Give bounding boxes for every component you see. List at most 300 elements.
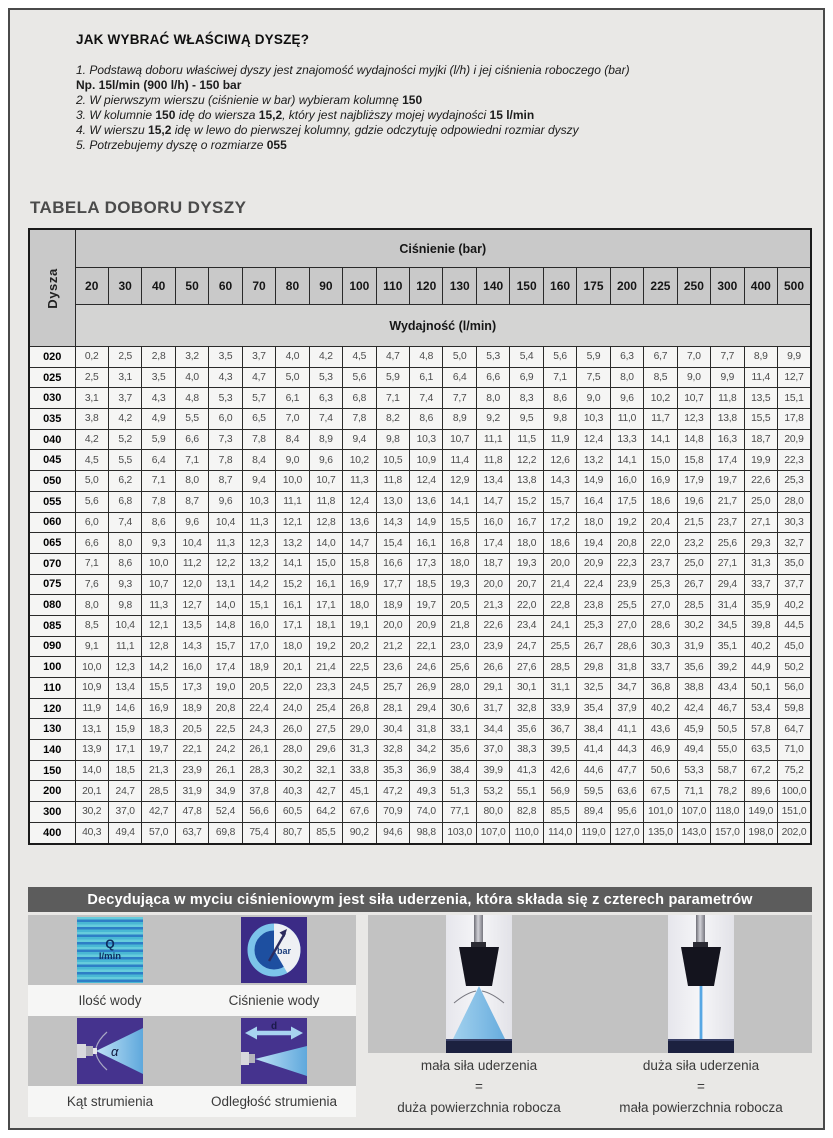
flow-value-cell: 7,7 — [711, 347, 744, 368]
flow-value-cell: 10,9 — [410, 450, 443, 471]
flow-value-cell: 74,0 — [410, 802, 443, 823]
flow-value-cell: 22,1 — [410, 636, 443, 657]
flow-value-cell: 15,5 — [142, 678, 175, 699]
flow-value-cell: 4,9 — [142, 409, 175, 430]
flow-value-cell: 23,9 — [476, 636, 509, 657]
flow-value-cell: 8,9 — [744, 347, 777, 368]
flow-value-cell: 63,5 — [744, 740, 777, 761]
flow-value-cell: 34,4 — [476, 719, 509, 740]
flow-value-cell: 15,2 — [276, 574, 309, 595]
flow-value-cell: 6,3 — [309, 388, 342, 409]
flow-value-cell: 5,3 — [476, 347, 509, 368]
flow-value-cell: 63,7 — [175, 822, 208, 843]
table-row — [29, 698, 811, 719]
flow-value-cell: 25,5 — [543, 636, 576, 657]
flow-value-cell: 13,3 — [610, 429, 643, 450]
pressure-column-header: 200 — [610, 268, 643, 305]
flow-value-cell: 17,0 — [242, 636, 275, 657]
flow-value-cell: 14,1 — [610, 450, 643, 471]
flow-value-cell: 30,4 — [376, 719, 409, 740]
flow-value-cell: 16,6 — [376, 553, 409, 574]
flow-value-cell: 28,0 — [276, 740, 309, 761]
flow-value-cell: 3,2 — [175, 347, 208, 368]
table-row — [29, 781, 811, 802]
nozzle-size-cell: 100 — [29, 657, 75, 678]
flow-value-cell: 35,9 — [744, 595, 777, 616]
flow-value-cell: 5,3 — [209, 388, 242, 409]
flow-value-cell: 45,9 — [677, 719, 710, 740]
flow-value-cell: 49,4 — [108, 822, 141, 843]
flow-value-cell: 32,1 — [309, 760, 342, 781]
flow-value-cell: 7,8 — [343, 409, 376, 430]
flow-value-cell: 8,6 — [108, 553, 141, 574]
flow-value-cell: 16,4 — [577, 491, 610, 512]
nozzle-size-cell: 140 — [29, 740, 75, 761]
flow-value-cell: 19,3 — [443, 574, 476, 595]
flow-value-cell: 18,9 — [376, 595, 409, 616]
flow-value-cell: 10,3 — [242, 491, 275, 512]
flow-value-cell: 9,9 — [778, 347, 811, 368]
param-label-spray-distance: Odległość strumienia — [210, 1094, 338, 1109]
pressure-column-header: 500 — [778, 268, 811, 305]
flow-value-cell: 42,7 — [142, 802, 175, 823]
flow-value-cell: 15,5 — [443, 512, 476, 533]
flow-value-cell: 51,3 — [443, 781, 476, 802]
flow-value-cell: 10,7 — [677, 388, 710, 409]
table-row — [29, 450, 811, 471]
flow-value-cell: 59,5 — [577, 781, 610, 802]
flow-value-cell: 25,6 — [443, 657, 476, 678]
flow-value-cell: 14,9 — [577, 471, 610, 492]
flow-value-cell: 69,8 — [209, 822, 242, 843]
flow-value-cell: 5,6 — [543, 347, 576, 368]
flow-value-cell: 11,8 — [476, 450, 509, 471]
flow-value-cell: 30,2 — [75, 802, 108, 823]
flow-value-cell: 26,8 — [343, 698, 376, 719]
flow-value-cell: 13,8 — [711, 409, 744, 430]
pressure-column-header: 160 — [543, 268, 576, 305]
caption-line: duża powierzchnia robocza — [397, 1100, 561, 1115]
flow-value-cell: 29,6 — [309, 740, 342, 761]
flow-value-cell: 64,7 — [778, 719, 811, 740]
flow-value-cell: 7,4 — [309, 409, 342, 430]
flow-value-cell: 17,7 — [376, 574, 409, 595]
howto-line: 4. W wierszu 15,2 idę w lewo do pierwszej kolumny, gdzie odczytuję odpowiedni rozmiar dyszy — [76, 123, 579, 137]
flow-q-label: Q — [105, 937, 115, 951]
flow-value-cell: 57,8 — [744, 719, 777, 740]
pressure-column-header: 400 — [744, 268, 777, 305]
flow-value-cell: 10,4 — [209, 512, 242, 533]
water-quantity-icon — [77, 917, 143, 983]
table-row — [29, 822, 811, 843]
flow-value-cell: 31,3 — [343, 740, 376, 761]
nozzle-size-cell: 200 — [29, 781, 75, 802]
flow-value-cell: 31,8 — [610, 657, 643, 678]
flow-value-cell: 67,2 — [744, 760, 777, 781]
flow-value-cell: 4,7 — [376, 347, 409, 368]
flow-value-cell: 26,6 — [476, 657, 509, 678]
flow-value-cell: 31,9 — [677, 636, 710, 657]
flow-value-cell: 37,0 — [108, 802, 141, 823]
flow-value-cell: 17,9 — [677, 471, 710, 492]
flow-value-cell: 107,0 — [476, 822, 509, 843]
flow-value-cell: 25,0 — [677, 553, 710, 574]
flow-value-cell: 19,2 — [309, 636, 342, 657]
flow-value-cell: 39,2 — [711, 657, 744, 678]
flow-value-cell: 11,9 — [75, 698, 108, 719]
flow-value-cell: 23,6 — [376, 657, 409, 678]
table-row — [29, 367, 811, 388]
flow-value-cell: 43,6 — [644, 719, 677, 740]
spray-angle-icon — [77, 1018, 143, 1084]
flow-value-cell: 9,0 — [276, 450, 309, 471]
flow-value-cell: 14,2 — [242, 574, 275, 595]
flow-value-cell: 17,3 — [410, 553, 443, 574]
flow-value-cell: 33,1 — [443, 719, 476, 740]
nozzle-size-cell: 090 — [29, 636, 75, 657]
icon-band-2 — [28, 1016, 356, 1086]
flow-value-cell: 89,6 — [744, 781, 777, 802]
flow-value-cell: 10,0 — [142, 553, 175, 574]
flow-value-cell: 17,5 — [610, 491, 643, 512]
param-label-water-quantity: Ilość wody — [78, 993, 142, 1008]
flow-value-cell: 35,6 — [677, 657, 710, 678]
flow-value-cell: 15,0 — [309, 553, 342, 574]
table-row — [29, 657, 811, 678]
flow-value-cell: 21,4 — [543, 574, 576, 595]
flow-value-cell: 11,7 — [644, 409, 677, 430]
flow-value-cell: 18,3 — [142, 719, 175, 740]
flow-value-cell: 24,3 — [242, 719, 275, 740]
flow-value-cell: 46,7 — [711, 698, 744, 719]
wide-spray-photo — [446, 915, 512, 1053]
flow-value-cell: 5,0 — [276, 367, 309, 388]
flow-value-cell: 12,1 — [142, 615, 175, 636]
flow-value-cell: 94,6 — [376, 822, 409, 843]
flow-value-cell: 5,5 — [108, 450, 141, 471]
flow-value-cell: 10,5 — [376, 450, 409, 471]
flow-value-cell: 12,3 — [108, 657, 141, 678]
flow-value-cell: 14,9 — [410, 512, 443, 533]
table-row — [29, 471, 811, 492]
flow-value-cell: 20,8 — [610, 533, 643, 554]
flow-value-cell: 45,1 — [343, 781, 376, 802]
flow-value-cell: 3,7 — [108, 388, 141, 409]
nozzle-size-cell: 120 — [29, 698, 75, 719]
flow-value-cell: 20,9 — [778, 429, 811, 450]
flow-value-cell: 10,3 — [410, 429, 443, 450]
flow-value-cell: 14,1 — [644, 429, 677, 450]
flow-value-cell: 16,0 — [175, 657, 208, 678]
flow-value-cell: 39,5 — [543, 740, 576, 761]
flow-value-cell: 11,1 — [108, 636, 141, 657]
flow-value-cell: 3,5 — [209, 347, 242, 368]
flow-value-cell: 14,2 — [142, 657, 175, 678]
flow-value-cell: 25,3 — [577, 615, 610, 636]
flow-value-cell: 16,7 — [510, 512, 543, 533]
flow-value-cell: 16,9 — [343, 574, 376, 595]
flow-value-cell: 11,3 — [343, 471, 376, 492]
table-row — [29, 740, 811, 761]
flow-value-cell: 30,3 — [644, 636, 677, 657]
flow-value-cell: 50,1 — [744, 678, 777, 699]
flow-value-cell: 55,1 — [510, 781, 543, 802]
flow-value-cell: 22,4 — [242, 698, 275, 719]
pressure-column-header: 140 — [476, 268, 509, 305]
flow-value-cell: 149,0 — [744, 802, 777, 823]
flow-value-cell: 7,8 — [142, 491, 175, 512]
flow-value-cell: 33,7 — [744, 574, 777, 595]
flow-value-cell: 20,1 — [75, 781, 108, 802]
table-row — [29, 512, 811, 533]
flow-value-cell: 4,8 — [410, 347, 443, 368]
flow-value-cell: 20,9 — [577, 553, 610, 574]
flow-value-cell: 16,1 — [410, 533, 443, 554]
flow-value-cell: 30,3 — [778, 512, 811, 533]
flow-value-cell: 71,1 — [677, 781, 710, 802]
flow-value-cell: 19,7 — [142, 740, 175, 761]
table-row — [29, 388, 811, 409]
flow-value-cell: 9,2 — [476, 409, 509, 430]
flow-value-cell: 3,1 — [75, 388, 108, 409]
flow-value-cell: 198,0 — [744, 822, 777, 843]
flow-value-cell: 21,8 — [443, 615, 476, 636]
flow-value-cell: 64,2 — [309, 802, 342, 823]
flow-value-cell: 16,3 — [711, 429, 744, 450]
flow-value-cell: 8,5 — [644, 367, 677, 388]
flow-value-cell: 38,8 — [677, 678, 710, 699]
table-corner-dysza: Dysza — [29, 229, 75, 347]
flow-value-cell: 7,1 — [75, 553, 108, 574]
flow-value-cell: 8,2 — [376, 409, 409, 430]
flow-value-cell: 2,5 — [75, 367, 108, 388]
flow-value-cell: 19,9 — [744, 450, 777, 471]
flow-value-cell: 36,7 — [543, 719, 576, 740]
flow-value-cell: 35,6 — [510, 719, 543, 740]
flow-value-cell: 9,0 — [577, 388, 610, 409]
flow-value-cell: 30,6 — [443, 698, 476, 719]
flow-value-cell: 19,3 — [510, 553, 543, 574]
flow-value-cell: 18,5 — [410, 574, 443, 595]
flow-value-cell: 5,9 — [142, 429, 175, 450]
pressure-column-header: 90 — [309, 268, 342, 305]
flow-value-cell: 35,4 — [577, 698, 610, 719]
flow-value-cell: 30,2 — [677, 615, 710, 636]
caption-row-1 — [28, 985, 356, 1016]
flow-value-cell: 5,6 — [75, 491, 108, 512]
flow-value-cell: 23,8 — [577, 595, 610, 616]
flow-value-cell: 5,2 — [108, 429, 141, 450]
catalog-page — [8, 8, 825, 1130]
flow-value-cell: 18,9 — [175, 698, 208, 719]
flow-value-cell: 23,9 — [610, 574, 643, 595]
flow-value-cell: 36,9 — [410, 760, 443, 781]
flow-value-cell: 32,7 — [778, 533, 811, 554]
flow-value-cell: 9,6 — [309, 450, 342, 471]
nozzle-size-cell: 070 — [29, 553, 75, 574]
flow-value-cell: 78,2 — [711, 781, 744, 802]
flow-value-cell: 37,0 — [476, 740, 509, 761]
flow-value-cell: 31,1 — [543, 678, 576, 699]
flow-value-cell: 20,7 — [510, 574, 543, 595]
flow-value-cell: 18,6 — [644, 491, 677, 512]
flow-value-cell: 12,2 — [510, 450, 543, 471]
table-row — [29, 719, 811, 740]
flow-value-cell: 14,6 — [108, 698, 141, 719]
flow-value-cell: 8,6 — [543, 388, 576, 409]
pressure-header: Ciśnienie (bar) — [75, 229, 811, 268]
flow-value-cell: 6,6 — [175, 429, 208, 450]
flow-value-cell: 20,0 — [543, 553, 576, 574]
flow-value-cell: 13,6 — [410, 491, 443, 512]
flow-value-cell: 4,3 — [209, 367, 242, 388]
flow-value-cell: 8,0 — [108, 533, 141, 554]
flow-value-cell: 107,0 — [677, 802, 710, 823]
flow-value-cell: 25,5 — [610, 595, 643, 616]
flow-value-cell: 114,0 — [543, 822, 576, 843]
flow-value-cell: 4,3 — [142, 388, 175, 409]
flow-value-cell: 6,6 — [476, 367, 509, 388]
pressure-column-header: 30 — [108, 268, 141, 305]
flow-value-cell: 25,7 — [376, 678, 409, 699]
flow-value-cell: 15,9 — [108, 719, 141, 740]
flow-value-cell: 53,4 — [744, 698, 777, 719]
flow-value-cell: 21,3 — [476, 595, 509, 616]
flow-value-cell: 34,9 — [209, 781, 242, 802]
flow-value-cell: 20,4 — [644, 512, 677, 533]
flow-value-cell: 4,7 — [242, 367, 275, 388]
nozzle-size-cell: 400 — [29, 822, 75, 843]
flow-value-cell: 14,1 — [276, 553, 309, 574]
flow-value-cell: 22,5 — [343, 657, 376, 678]
table-row — [29, 409, 811, 430]
flow-value-cell: 157,0 — [711, 822, 744, 843]
flow-value-cell: 7,1 — [543, 367, 576, 388]
flow-value-cell: 30,1 — [510, 678, 543, 699]
flow-value-cell: 28,6 — [644, 615, 677, 636]
flow-value-cell: 32,8 — [376, 740, 409, 761]
nozzle-size-cell: 045 — [29, 450, 75, 471]
flow-value-cell: 10,7 — [443, 429, 476, 450]
flow-value-cell: 13,2 — [276, 533, 309, 554]
table-row — [29, 429, 811, 450]
flow-value-cell: 8,0 — [175, 471, 208, 492]
flow-value-cell: 22,3 — [610, 553, 643, 574]
flow-value-cell: 23,4 — [510, 615, 543, 636]
flow-value-cell: 27,0 — [644, 595, 677, 616]
param-label-water-pressure: Ciśnienie wody — [228, 993, 320, 1008]
wide-spray-caption — [368, 1058, 590, 1115]
flow-value-cell: 21,7 — [711, 491, 744, 512]
flow-value-cell: 26,9 — [410, 678, 443, 699]
flow-value-cell: 17,4 — [711, 450, 744, 471]
flow-value-cell: 13,2 — [577, 450, 610, 471]
flow-value-cell: 29,3 — [744, 533, 777, 554]
flow-value-cell: 8,4 — [242, 450, 275, 471]
flow-value-cell: 35,1 — [711, 636, 744, 657]
flow-value-cell: 10,9 — [75, 678, 108, 699]
flow-value-cell: 11,8 — [711, 388, 744, 409]
nozzle-size-cell: 130 — [29, 719, 75, 740]
pressure-column-header: 150 — [510, 268, 543, 305]
flow-value-cell: 9,6 — [209, 491, 242, 512]
flow-value-cell: 14,7 — [476, 491, 509, 512]
flow-value-cell: 14,7 — [343, 533, 376, 554]
flow-value-cell: 4,8 — [175, 388, 208, 409]
howto-line: 3. W kolumnie 150 idę do wiersza 15,2, który jest najbliższy mojej wydajności 15 l/min — [76, 108, 535, 122]
flow-value-cell: 28,0 — [778, 491, 811, 512]
flow-value-cell: 11,3 — [209, 533, 242, 554]
flow-value-cell: 2,8 — [142, 347, 175, 368]
flow-value-cell: 28,5 — [142, 781, 175, 802]
flow-value-cell: 19,0 — [209, 678, 242, 699]
flow-value-cell: 26,1 — [209, 760, 242, 781]
flow-value-cell: 14,0 — [309, 533, 342, 554]
flow-value-cell: 3,1 — [108, 367, 141, 388]
table-row — [29, 553, 811, 574]
flow-value-cell: 16,8 — [443, 533, 476, 554]
flow-value-cell: 37,7 — [778, 574, 811, 595]
flow-value-cell: 55,0 — [711, 740, 744, 761]
flow-value-cell: 6,0 — [209, 409, 242, 430]
flow-value-cell: 71,0 — [778, 740, 811, 761]
howto-section — [76, 32, 786, 153]
flow-value-cell: 56,0 — [778, 678, 811, 699]
flow-value-cell: 42,7 — [309, 781, 342, 802]
flow-value-cell: 13,5 — [744, 388, 777, 409]
flow-value-cell: 15,2 — [510, 491, 543, 512]
flow-value-cell: 24,6 — [410, 657, 443, 678]
flow-value-cell: 3,7 — [242, 347, 275, 368]
nozzle-size-cell: 075 — [29, 574, 75, 595]
flow-value-cell: 10,7 — [309, 471, 342, 492]
flow-value-cell: 10,4 — [108, 615, 141, 636]
flow-value-cell: 17,4 — [476, 533, 509, 554]
howto-line: 2. W pierwszym wierszu (ciśnienie w bar) wybieram kolumnę 150 — [76, 93, 423, 107]
flow-value-cell: 29,4 — [711, 574, 744, 595]
flow-value-cell: 6,6 — [75, 533, 108, 554]
flow-value-cell: 25,6 — [711, 533, 744, 554]
flow-value-cell: 9,9 — [711, 367, 744, 388]
flow-value-cell: 24,7 — [108, 781, 141, 802]
flow-value-cell: 135,0 — [644, 822, 677, 843]
flow-value-cell: 14,3 — [175, 636, 208, 657]
flow-value-cell: 40,2 — [644, 698, 677, 719]
flow-value-cell: 8,3 — [510, 388, 543, 409]
flow-value-cell: 26,1 — [242, 740, 275, 761]
equals-sign: = — [697, 1079, 705, 1094]
flow-value-cell: 6,9 — [510, 367, 543, 388]
flow-value-cell: 11,4 — [443, 450, 476, 471]
flow-value-cell: 59,8 — [778, 698, 811, 719]
flow-value-cell: 20,2 — [343, 636, 376, 657]
flow-value-cell: 28,1 — [376, 698, 409, 719]
flow-value-cell: 35,0 — [778, 553, 811, 574]
flow-value-cell: 13,5 — [175, 615, 208, 636]
nozzle-size-cell: 025 — [29, 367, 75, 388]
flow-value-cell: 33,8 — [343, 760, 376, 781]
flow-value-cell: 42,4 — [677, 698, 710, 719]
pressure-column-header: 40 — [142, 268, 175, 305]
flow-value-cell: 47,2 — [376, 781, 409, 802]
flow-value-cell: 34,2 — [410, 740, 443, 761]
spray-distance-icon — [241, 1018, 307, 1084]
flow-value-cell: 22,1 — [175, 740, 208, 761]
flow-value-cell: 47,7 — [610, 760, 643, 781]
flow-value-cell: 27,0 — [610, 615, 643, 636]
table-row — [29, 533, 811, 554]
flow-value-cell: 6,8 — [108, 491, 141, 512]
